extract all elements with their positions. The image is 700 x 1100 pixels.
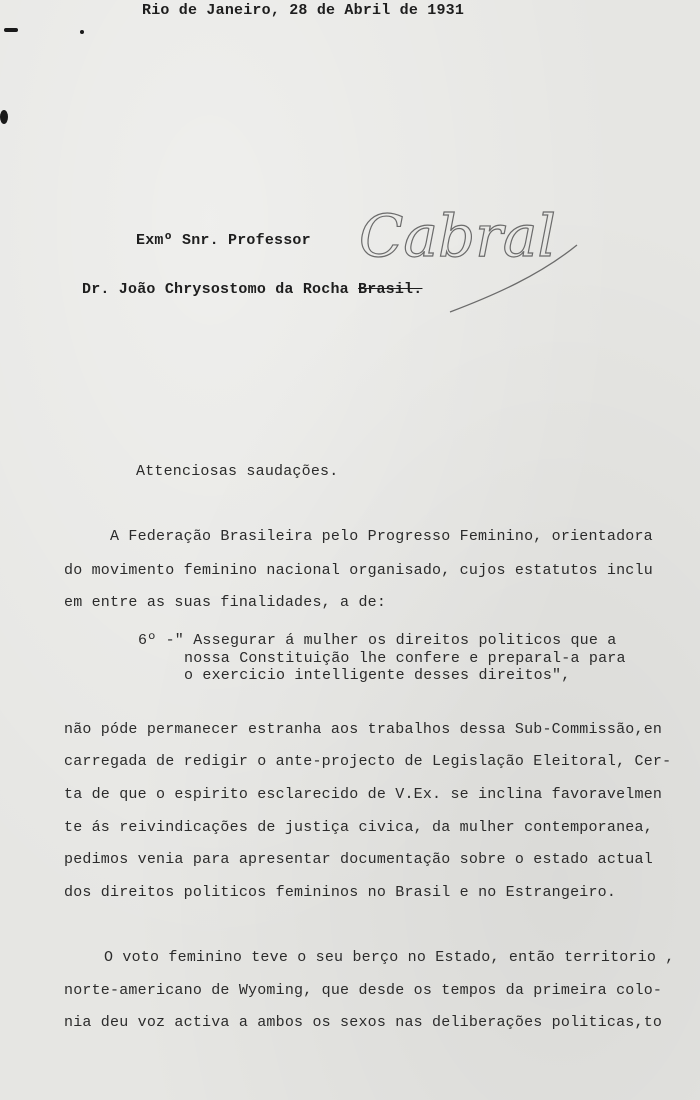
quote-line-2: nossa Constituição lhe confere e preparal-a para: [184, 650, 626, 667]
paragraph2-line-5: pedimos venia para apresentar documentação sobre o estado actual: [64, 851, 653, 868]
date-line: Rio de Janeiro, 28 de Abril de 1931: [142, 2, 465, 19]
paragraph2-line-3: ta de que o espirito esclarecido de V.Ex. se inclina favoravelmen: [64, 786, 663, 803]
paragraph2-line-1: não póde permanecer estranha aos trabalhos dessa Sub-Commissão,en: [64, 721, 663, 738]
paragraph1-line-2: do movimento feminino nacional organisado, cujos estatutos inclu: [64, 562, 653, 579]
greeting: Attenciosas saudações.: [136, 463, 339, 480]
handwritten-signature: [355, 190, 585, 320]
paragraph3-line-3: nia deu voz activa a ambos os sexos nas deliberações politicas,to: [64, 1014, 663, 1031]
paragraph3-line-2: norte-americano de Wyoming, que desde os tempos da primeira colo-: [64, 982, 663, 999]
paragraph2-line-6: dos direitos politicos femininos no Brasil e no Estrangeiro.: [64, 884, 617, 901]
paragraph2-line-4: te ás reivindicações de justiça civica, da mulher contemporanea,: [64, 819, 653, 836]
quote-line-3: o exercicio intelligente desses direitos",: [184, 667, 571, 684]
addressee-title: Exmº Snr. Professor: [136, 232, 311, 249]
quote-line-1: 6º -" Assegurar á mulher os direitos politicos que a: [138, 632, 617, 649]
addressee-name-text: Dr. João Chrysostomo da Rocha: [82, 281, 359, 298]
paragraph3-line-1: O voto feminino teve o seu berço no Estado, então territorio ,: [104, 949, 675, 966]
ink-speck: [80, 30, 84, 34]
addressee-name-struck: Brasil.: [358, 281, 423, 298]
ink-speck: [0, 110, 8, 124]
ink-speck: [4, 28, 18, 32]
signature-text: Cabral: [359, 202, 556, 270]
paragraph1-line-1: A Federação Brasileira pelo Progresso Feminino, orientadora: [110, 528, 653, 545]
paragraph2-line-2: carregada de redigir o ante-projecto de Legislação Eleitoral, Cer-: [64, 753, 672, 770]
paragraph1-line-3: em entre as suas finalidades, a de:: [64, 594, 387, 611]
